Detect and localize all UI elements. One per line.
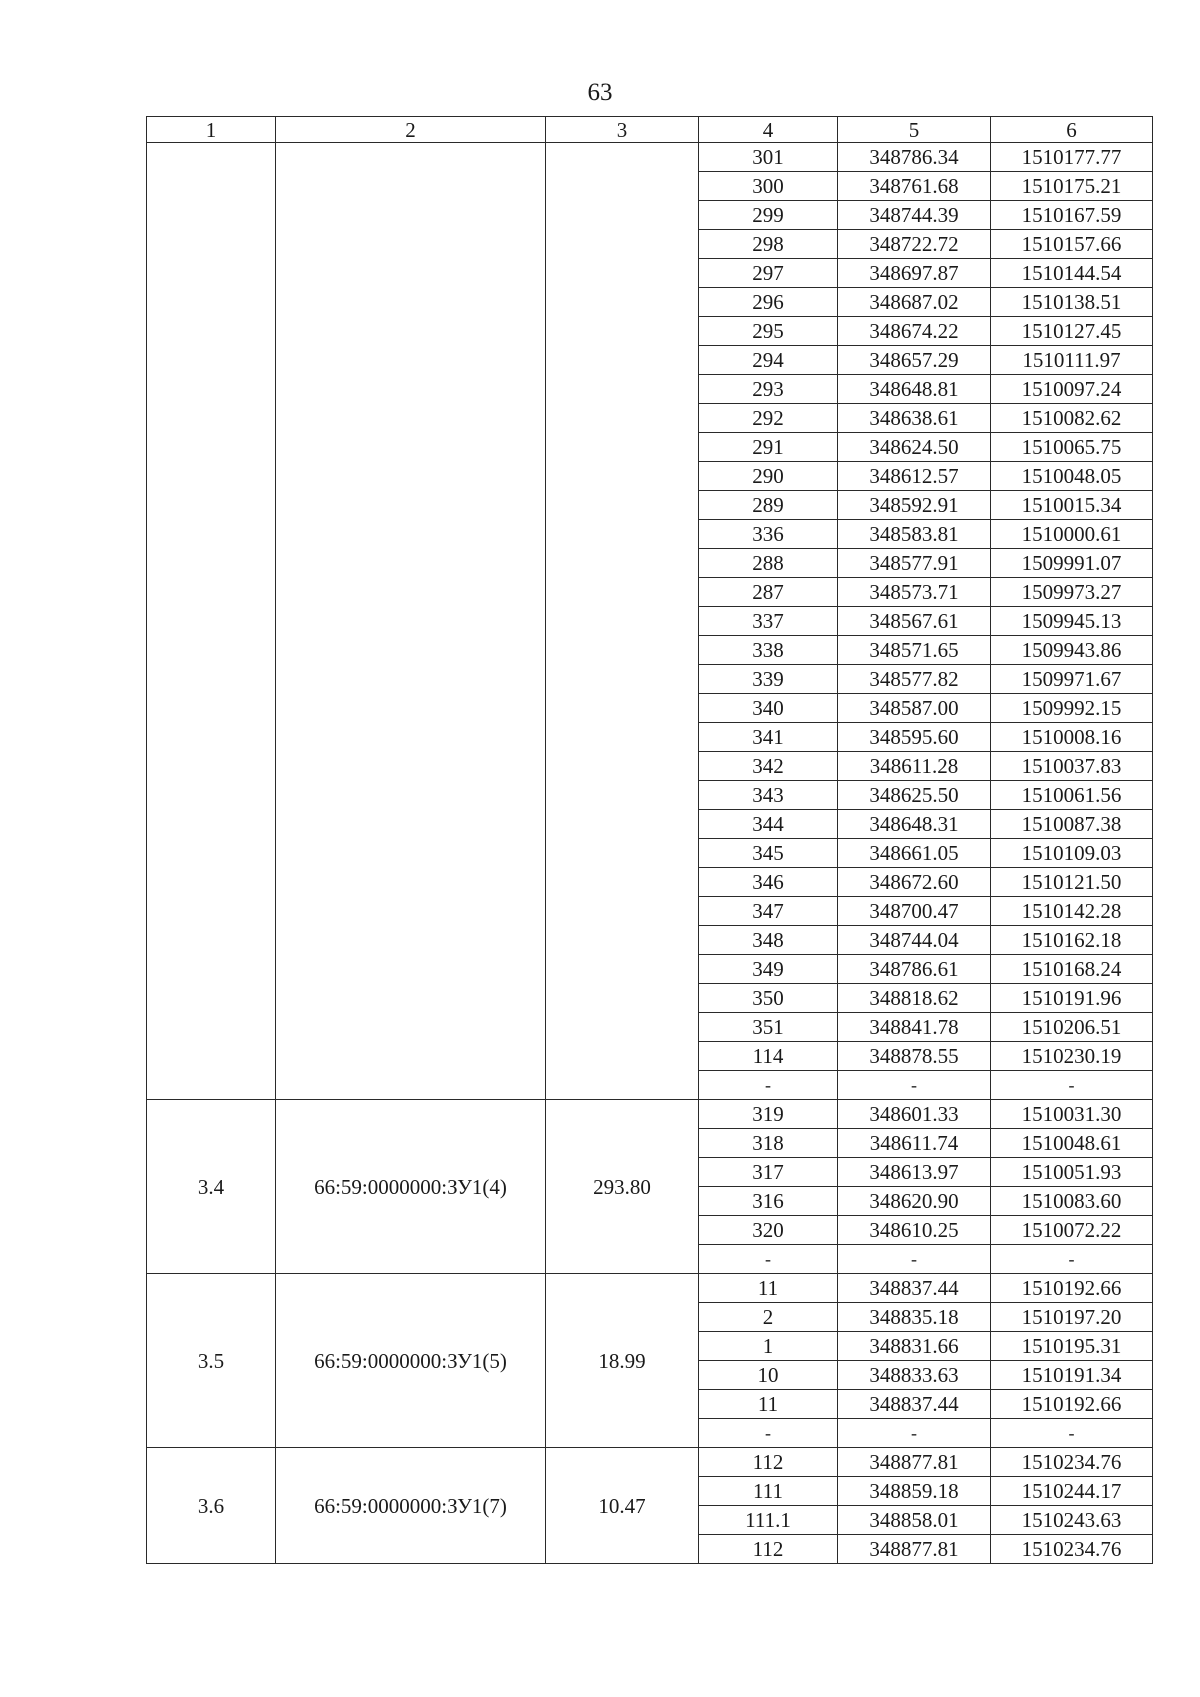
coord-y: 1510206.51 <box>991 1013 1153 1042</box>
coord-x: 348587.00 <box>838 694 991 723</box>
coord-y: - <box>991 1419 1153 1448</box>
point-number: 340 <box>699 694 838 723</box>
coord-y: 1510048.05 <box>991 462 1153 491</box>
coord-y: 1510127.45 <box>991 317 1153 346</box>
coord-x: 348610.25 <box>838 1216 991 1245</box>
group-number <box>147 143 276 1100</box>
coord-x: 348648.31 <box>838 810 991 839</box>
land-plot-code <box>276 143 546 1100</box>
land-plot-area: 10.47 <box>546 1448 699 1564</box>
coord-y: 1510109.03 <box>991 839 1153 868</box>
table-row <box>147 1448 1153 1477</box>
coord-x: 348661.05 <box>838 839 991 868</box>
coord-y: 1510015.34 <box>991 491 1153 520</box>
coord-y: 1510192.66 <box>991 1274 1153 1303</box>
coord-x: 348638.61 <box>838 404 991 433</box>
point-number: 319 <box>699 1100 838 1129</box>
coord-y: 1510065.75 <box>991 433 1153 462</box>
coord-x: 348722.72 <box>838 230 991 259</box>
coord-x: 348595.60 <box>838 723 991 752</box>
land-plot-code: 66:59:0000000:ЗУ1(5) <box>276 1274 546 1448</box>
coord-y: 1510072.22 <box>991 1216 1153 1245</box>
coord-x: 348761.68 <box>838 172 991 201</box>
coord-x: 348611.74 <box>838 1129 991 1158</box>
point-number: 337 <box>699 607 838 636</box>
point-number: 112 <box>699 1448 838 1477</box>
coord-x: 348837.44 <box>838 1274 991 1303</box>
coord-x: 348833.63 <box>838 1361 991 1390</box>
coord-y: 1510048.61 <box>991 1129 1153 1158</box>
coord-x: - <box>838 1245 991 1274</box>
coord-y: 1510097.24 <box>991 375 1153 404</box>
point-number: 320 <box>699 1216 838 1245</box>
point-number: 341 <box>699 723 838 752</box>
group-number: 3.4 <box>147 1100 276 1274</box>
coord-y: 1510192.66 <box>991 1390 1153 1419</box>
coord-y: 1510144.54 <box>991 259 1153 288</box>
point-number: - <box>699 1245 838 1274</box>
point-number: 317 <box>699 1158 838 1187</box>
point-number: 111.1 <box>699 1506 838 1535</box>
coord-y: 1510234.76 <box>991 1448 1153 1477</box>
point-number: 339 <box>699 665 838 694</box>
coord-y: 1510191.34 <box>991 1361 1153 1390</box>
coord-y: 1510197.20 <box>991 1303 1153 1332</box>
coord-y: 1509943.86 <box>991 636 1153 665</box>
coord-y: 1510243.63 <box>991 1506 1153 1535</box>
coord-y: 1510061.56 <box>991 781 1153 810</box>
coord-x: 348831.66 <box>838 1332 991 1361</box>
coord-x: 348620.90 <box>838 1187 991 1216</box>
land-plot-code: 66:59:0000000:ЗУ1(4) <box>276 1100 546 1274</box>
coord-y: 1509992.15 <box>991 694 1153 723</box>
coord-y: 1510031.30 <box>991 1100 1153 1129</box>
point-number: 292 <box>699 404 838 433</box>
coord-x: 348878.55 <box>838 1042 991 1071</box>
coord-x: 348612.57 <box>838 462 991 491</box>
coord-y: 1510234.76 <box>991 1535 1153 1564</box>
point-number: 343 <box>699 781 838 810</box>
point-number: 301 <box>699 143 838 172</box>
coord-x: 348744.04 <box>838 926 991 955</box>
header-col-3: 3 <box>546 117 699 143</box>
coord-x: 348877.81 <box>838 1448 991 1477</box>
coord-x: 348625.50 <box>838 781 991 810</box>
coord-x: 348611.28 <box>838 752 991 781</box>
point-number: - <box>699 1419 838 1448</box>
coord-y: 1509945.13 <box>991 607 1153 636</box>
point-number: 11 <box>699 1274 838 1303</box>
coord-y: 1510195.31 <box>991 1332 1153 1361</box>
coord-y: 1509971.67 <box>991 665 1153 694</box>
point-number: 114 <box>699 1042 838 1071</box>
coord-x: 348571.65 <box>838 636 991 665</box>
coord-x: 348624.50 <box>838 433 991 462</box>
coord-x: 348835.18 <box>838 1303 991 1332</box>
coord-y: 1510157.66 <box>991 230 1153 259</box>
coord-y: 1510230.19 <box>991 1042 1153 1071</box>
coord-y: 1510177.77 <box>991 143 1153 172</box>
coord-x: 348583.81 <box>838 520 991 549</box>
point-number: 299 <box>699 201 838 230</box>
coord-x: 348877.81 <box>838 1535 991 1564</box>
coord-x: 348700.47 <box>838 897 991 926</box>
coord-x: 348601.33 <box>838 1100 991 1129</box>
coord-x: 348859.18 <box>838 1477 991 1506</box>
coord-y: 1510168.24 <box>991 955 1153 984</box>
land-plot-area: 293.80 <box>546 1100 699 1274</box>
coord-x: 348697.87 <box>838 259 991 288</box>
coordinates-table <box>146 116 1153 1564</box>
coord-x: 348674.22 <box>838 317 991 346</box>
coord-y: 1510051.93 <box>991 1158 1153 1187</box>
point-number: 347 <box>699 897 838 926</box>
header-row <box>147 117 1153 143</box>
coord-x: 348577.82 <box>838 665 991 694</box>
header-col-2: 2 <box>276 117 546 143</box>
coord-y: - <box>991 1071 1153 1100</box>
coord-x: 348613.97 <box>838 1158 991 1187</box>
coord-x: 348858.01 <box>838 1506 991 1535</box>
coord-y: 1510008.16 <box>991 723 1153 752</box>
point-number: 318 <box>699 1129 838 1158</box>
point-number: - <box>699 1071 838 1100</box>
table-body <box>147 143 1153 1564</box>
point-number: 294 <box>699 346 838 375</box>
point-number: 342 <box>699 752 838 781</box>
coord-y: 1510142.28 <box>991 897 1153 926</box>
coord-y: 1510175.21 <box>991 172 1153 201</box>
coord-y: 1510162.18 <box>991 926 1153 955</box>
header-col-5: 5 <box>838 117 991 143</box>
point-number: 11 <box>699 1390 838 1419</box>
land-plot-area <box>546 143 699 1100</box>
coord-x: 348672.60 <box>838 868 991 897</box>
coord-y: 1510000.61 <box>991 520 1153 549</box>
point-number: 350 <box>699 984 838 1013</box>
coord-y: 1509991.07 <box>991 549 1153 578</box>
coord-x: - <box>838 1419 991 1448</box>
point-number: 316 <box>699 1187 838 1216</box>
coord-y: 1510082.62 <box>991 404 1153 433</box>
header-col-6: 6 <box>991 117 1153 143</box>
point-number: 290 <box>699 462 838 491</box>
point-number: 10 <box>699 1361 838 1390</box>
point-number: 345 <box>699 839 838 868</box>
point-number: 298 <box>699 230 838 259</box>
point-number: 348 <box>699 926 838 955</box>
point-number: 336 <box>699 520 838 549</box>
point-number: 289 <box>699 491 838 520</box>
coord-y: 1509973.27 <box>991 578 1153 607</box>
point-number: 287 <box>699 578 838 607</box>
point-number: 288 <box>699 549 838 578</box>
table-row <box>147 1274 1153 1303</box>
page-number: 63 <box>587 79 613 106</box>
coord-x: 348657.29 <box>838 346 991 375</box>
point-number: 1 <box>699 1332 838 1361</box>
coord-x: 348687.02 <box>838 288 991 317</box>
coord-x: 348837.44 <box>838 1390 991 1419</box>
group-number: 3.6 <box>147 1448 276 1564</box>
coord-y: 1510167.59 <box>991 201 1153 230</box>
header-col-4: 4 <box>699 117 838 143</box>
point-number: 346 <box>699 868 838 897</box>
coord-x: 348567.61 <box>838 607 991 636</box>
coord-y: - <box>991 1245 1153 1274</box>
coord-x: 348573.71 <box>838 578 991 607</box>
group-number: 3.5 <box>147 1274 276 1448</box>
coord-y: 1510083.60 <box>991 1187 1153 1216</box>
point-number: 349 <box>699 955 838 984</box>
point-number: 112 <box>699 1535 838 1564</box>
point-number: 111 <box>699 1477 838 1506</box>
point-number: 291 <box>699 433 838 462</box>
point-number: 297 <box>699 259 838 288</box>
point-number: 338 <box>699 636 838 665</box>
land-plot-area: 18.99 <box>546 1274 699 1448</box>
point-number: 2 <box>699 1303 838 1332</box>
coord-x: 348841.78 <box>838 1013 991 1042</box>
land-plot-code: 66:59:0000000:ЗУ1(7) <box>276 1448 546 1564</box>
point-number: 344 <box>699 810 838 839</box>
table-header <box>147 117 1153 143</box>
point-number: 351 <box>699 1013 838 1042</box>
table-row <box>147 1100 1153 1129</box>
coord-x: 348592.91 <box>838 491 991 520</box>
point-number: 295 <box>699 317 838 346</box>
coord-y: 1510121.50 <box>991 868 1153 897</box>
coord-x: - <box>838 1071 991 1100</box>
coord-x: 348786.61 <box>838 955 991 984</box>
coord-y: 1510037.83 <box>991 752 1153 781</box>
coord-y: 1510138.51 <box>991 288 1153 317</box>
point-number: 296 <box>699 288 838 317</box>
coord-x: 348648.81 <box>838 375 991 404</box>
table-row <box>147 143 1153 172</box>
header-col-1: 1 <box>147 117 276 143</box>
coord-y: 1510111.97 <box>991 346 1153 375</box>
coord-y: 1510191.96 <box>991 984 1153 1013</box>
coord-y: 1510244.17 <box>991 1477 1153 1506</box>
point-number: 300 <box>699 172 838 201</box>
coord-y: 1510087.38 <box>991 810 1153 839</box>
coord-x: 348744.39 <box>838 201 991 230</box>
coord-x: 348786.34 <box>838 143 991 172</box>
point-number: 293 <box>699 375 838 404</box>
coord-x: 348818.62 <box>838 984 991 1013</box>
coord-x: 348577.91 <box>838 549 991 578</box>
